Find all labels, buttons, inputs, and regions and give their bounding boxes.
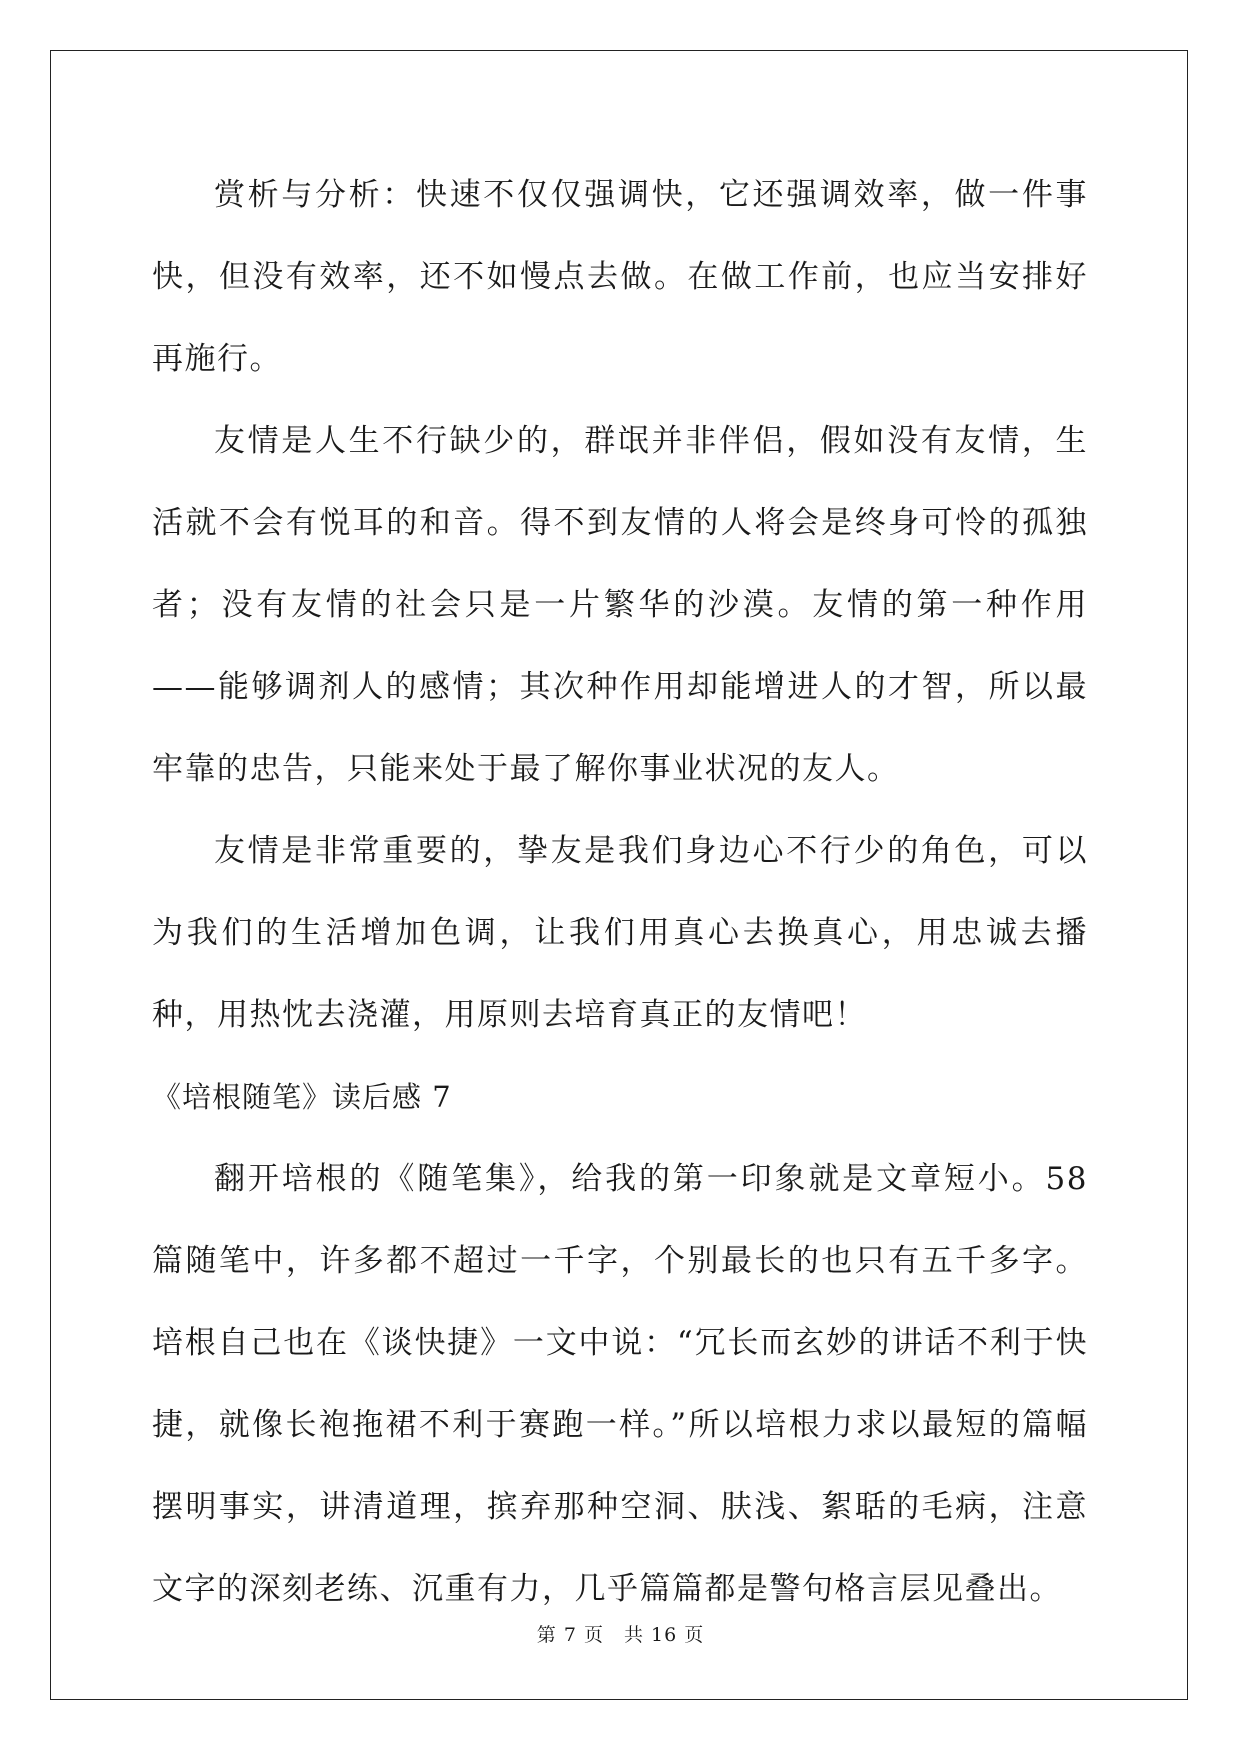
paragraph-essays: 翻开培根的《随笔集》，给我的第一印象就是文章短小。58 篇随笔中，许多都不超过一千字，个别最长的也只有五千多字。培根自己也在《谈快捷》一文中说：“冗长而玄妙的讲话不利于快捷，就像长袍拖裙不利于赛跑一样。”所以培根力求以最短的篇幅摆明事实，讲清道理，摈弃那种空洞、肤浅、絮聒的毛病，注意文字的深刻老练、沉重有力，几乎篇篇都是警句格言层见叠出。 <box>152 1161 1088 1607</box>
page-total: 共 16 页 <box>623 1624 705 1646</box>
paragraph-friendship-1: 友情是人生不行缺少的，群氓并非伴侣，假如没有友情，生活就不会有悦耳的和音。得不到友情的人将会是终身可怜的孤独者；没有友情的社会只是一片繁华的沙漠。友情的第一种作用——能够调剂人的感情；其次种作用却能增进人的才智，所以最牢靠的忠告，只能来处于最了解你事业状况的友人。 <box>152 423 1088 787</box>
page-number: 第 7 页 <box>536 1624 604 1646</box>
document-body <box>152 154 1088 1630</box>
paragraph-friendship-2: 友情是非常重要的，挚友是我们身边心不行少的角色，可以为我们的生活增加色调，让我们用真心去换真心，用忠诚去播种，用热忱去浇灌，用原则去培育真正的友情吧！ <box>152 833 1088 1033</box>
section-heading: 《培根随笔》读后感 7 <box>152 1080 452 1114</box>
paragraph-analysis: 赏析与分析：快速不仅仅强调快，它还强调效率，做一件事快，但没有效率，还不如慢点去做。在做工作前，也应当安排好再施行。 <box>152 177 1088 377</box>
page-footer <box>0 1620 1241 1647</box>
